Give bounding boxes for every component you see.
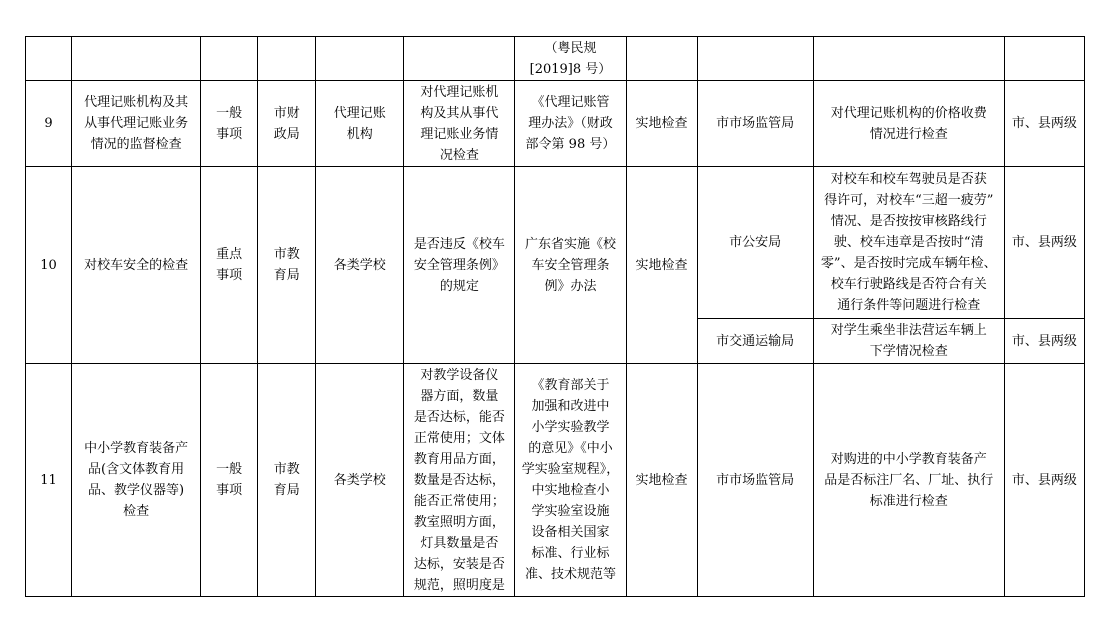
inspection-object-cell: 各类学校 — [316, 364, 404, 597]
item-name-cell: 代理记账机构及其 从事代理记账业务 情况的监督检查 — [72, 81, 201, 167]
cooperating-department-cell: 市市场监管局 — [697, 364, 813, 597]
item-name-cell: 中小学教育装备产 品(含文体教育用 品、教学仪器等) 检查 — [72, 364, 201, 597]
inspection-content-cell — [404, 37, 515, 81]
table-row — [26, 167, 1085, 319]
cooperating-department-cell: 市交通运输局 — [697, 319, 813, 364]
inspection-basis-cell: 《代理记账管 理办法》（财政 部令第 98 号） — [515, 81, 626, 167]
inspection-method-cell: 实地检查 — [626, 167, 697, 364]
inspection-content-cell: 对代理记账机 构及其从事代 理记账业务情 况检查 — [404, 81, 515, 167]
implementation-level-cell: 市、县两级 — [1004, 364, 1084, 597]
item-type-cell: 一般 事项 — [201, 81, 258, 167]
implementation-level-cell: 市、县两级 — [1004, 319, 1084, 364]
lead-department-cell: 市教 育局 — [258, 167, 316, 364]
cooperating-content-cell: 对代理记账机构的价格收费 情况进行检查 — [813, 81, 1004, 167]
item-number-cell: 11 — [26, 364, 72, 597]
item-number-cell: 9 — [26, 81, 72, 167]
cooperating-content-cell — [813, 37, 1004, 81]
table-row — [26, 37, 1085, 81]
table-row — [26, 81, 1085, 167]
lead-department-cell: 市教 育局 — [258, 364, 316, 597]
lead-department-cell — [258, 37, 316, 81]
item-name-cell — [72, 37, 201, 81]
item-name-cell: 对校车安全的检查 — [72, 167, 201, 364]
implementation-level-cell — [1004, 37, 1084, 81]
inspection-basis-cell: 《教育部关于 加强和改进中 小学实验教学 的意见》《中小 学实验室规程》， 中实地检查小 学实验室设施 设备相关国家 标准、行业标 准、技术规范等 — [515, 364, 626, 597]
inspection-method-cell: 实地检查 — [626, 364, 697, 597]
cooperating-content-cell: 对学生乘坐非法营运车辆上 下学情况检查 — [813, 319, 1004, 364]
item-type-cell — [201, 37, 258, 81]
item-number-cell: 10 — [26, 167, 72, 364]
table-row — [26, 364, 1085, 597]
inspection-content-cell: 对教学设备仪 器方面，数量 是否达标，能否 正常使用；文体 教育用品方面， 数量是否达标， 能否正常使用； 教室照明方面， 灯具数量是否 达标，安装是否 规范，照明度是 — [404, 364, 515, 597]
implementation-level-cell: 市、县两级 — [1004, 81, 1084, 167]
inspection-basis-cell: 广东省实施《校 车安全管理条 例》办法 — [515, 167, 626, 364]
implementation-level-cell: 市、县两级 — [1004, 167, 1084, 319]
cooperating-department-cell: 市市场监管局 — [697, 81, 813, 167]
item-number-cell — [26, 37, 72, 81]
lead-department-cell: 市财 政局 — [258, 81, 316, 167]
item-type-cell: 重点 事项 — [201, 167, 258, 364]
inspection-basis-cell: （粤民规 [2019]8 号） — [515, 37, 626, 81]
cooperating-department-cell: 市公安局 — [697, 167, 813, 319]
inspection-object-cell — [316, 37, 404, 81]
cooperating-content-cell: 对校车和校车驾驶员是否获 得许可，对校车“三超一疲劳” 情况、是否按按审核路线行 驶、校车违章是否按时“清 零”、是否按时完成车辆年检、 校车行驶路线是否符合有关 通行条件等问题进行检查 — [813, 167, 1004, 319]
inspection-object-cell: 代理记账 机构 — [316, 81, 404, 167]
inspection-content-cell: 是否违反《校车 安全管理条例》 的规定 — [404, 167, 515, 364]
inspection-object-cell: 各类学校 — [316, 167, 404, 364]
inspection-items-table — [25, 36, 1085, 597]
cooperating-content-cell: 对购进的中小学教育装备产 品是否标注厂名、厂址、执行 标准进行检查 — [813, 364, 1004, 597]
cooperating-department-cell — [697, 37, 813, 81]
inspection-method-cell: 实地检查 — [626, 81, 697, 167]
inspection-method-cell — [626, 37, 697, 81]
item-type-cell: 一般 事项 — [201, 364, 258, 597]
